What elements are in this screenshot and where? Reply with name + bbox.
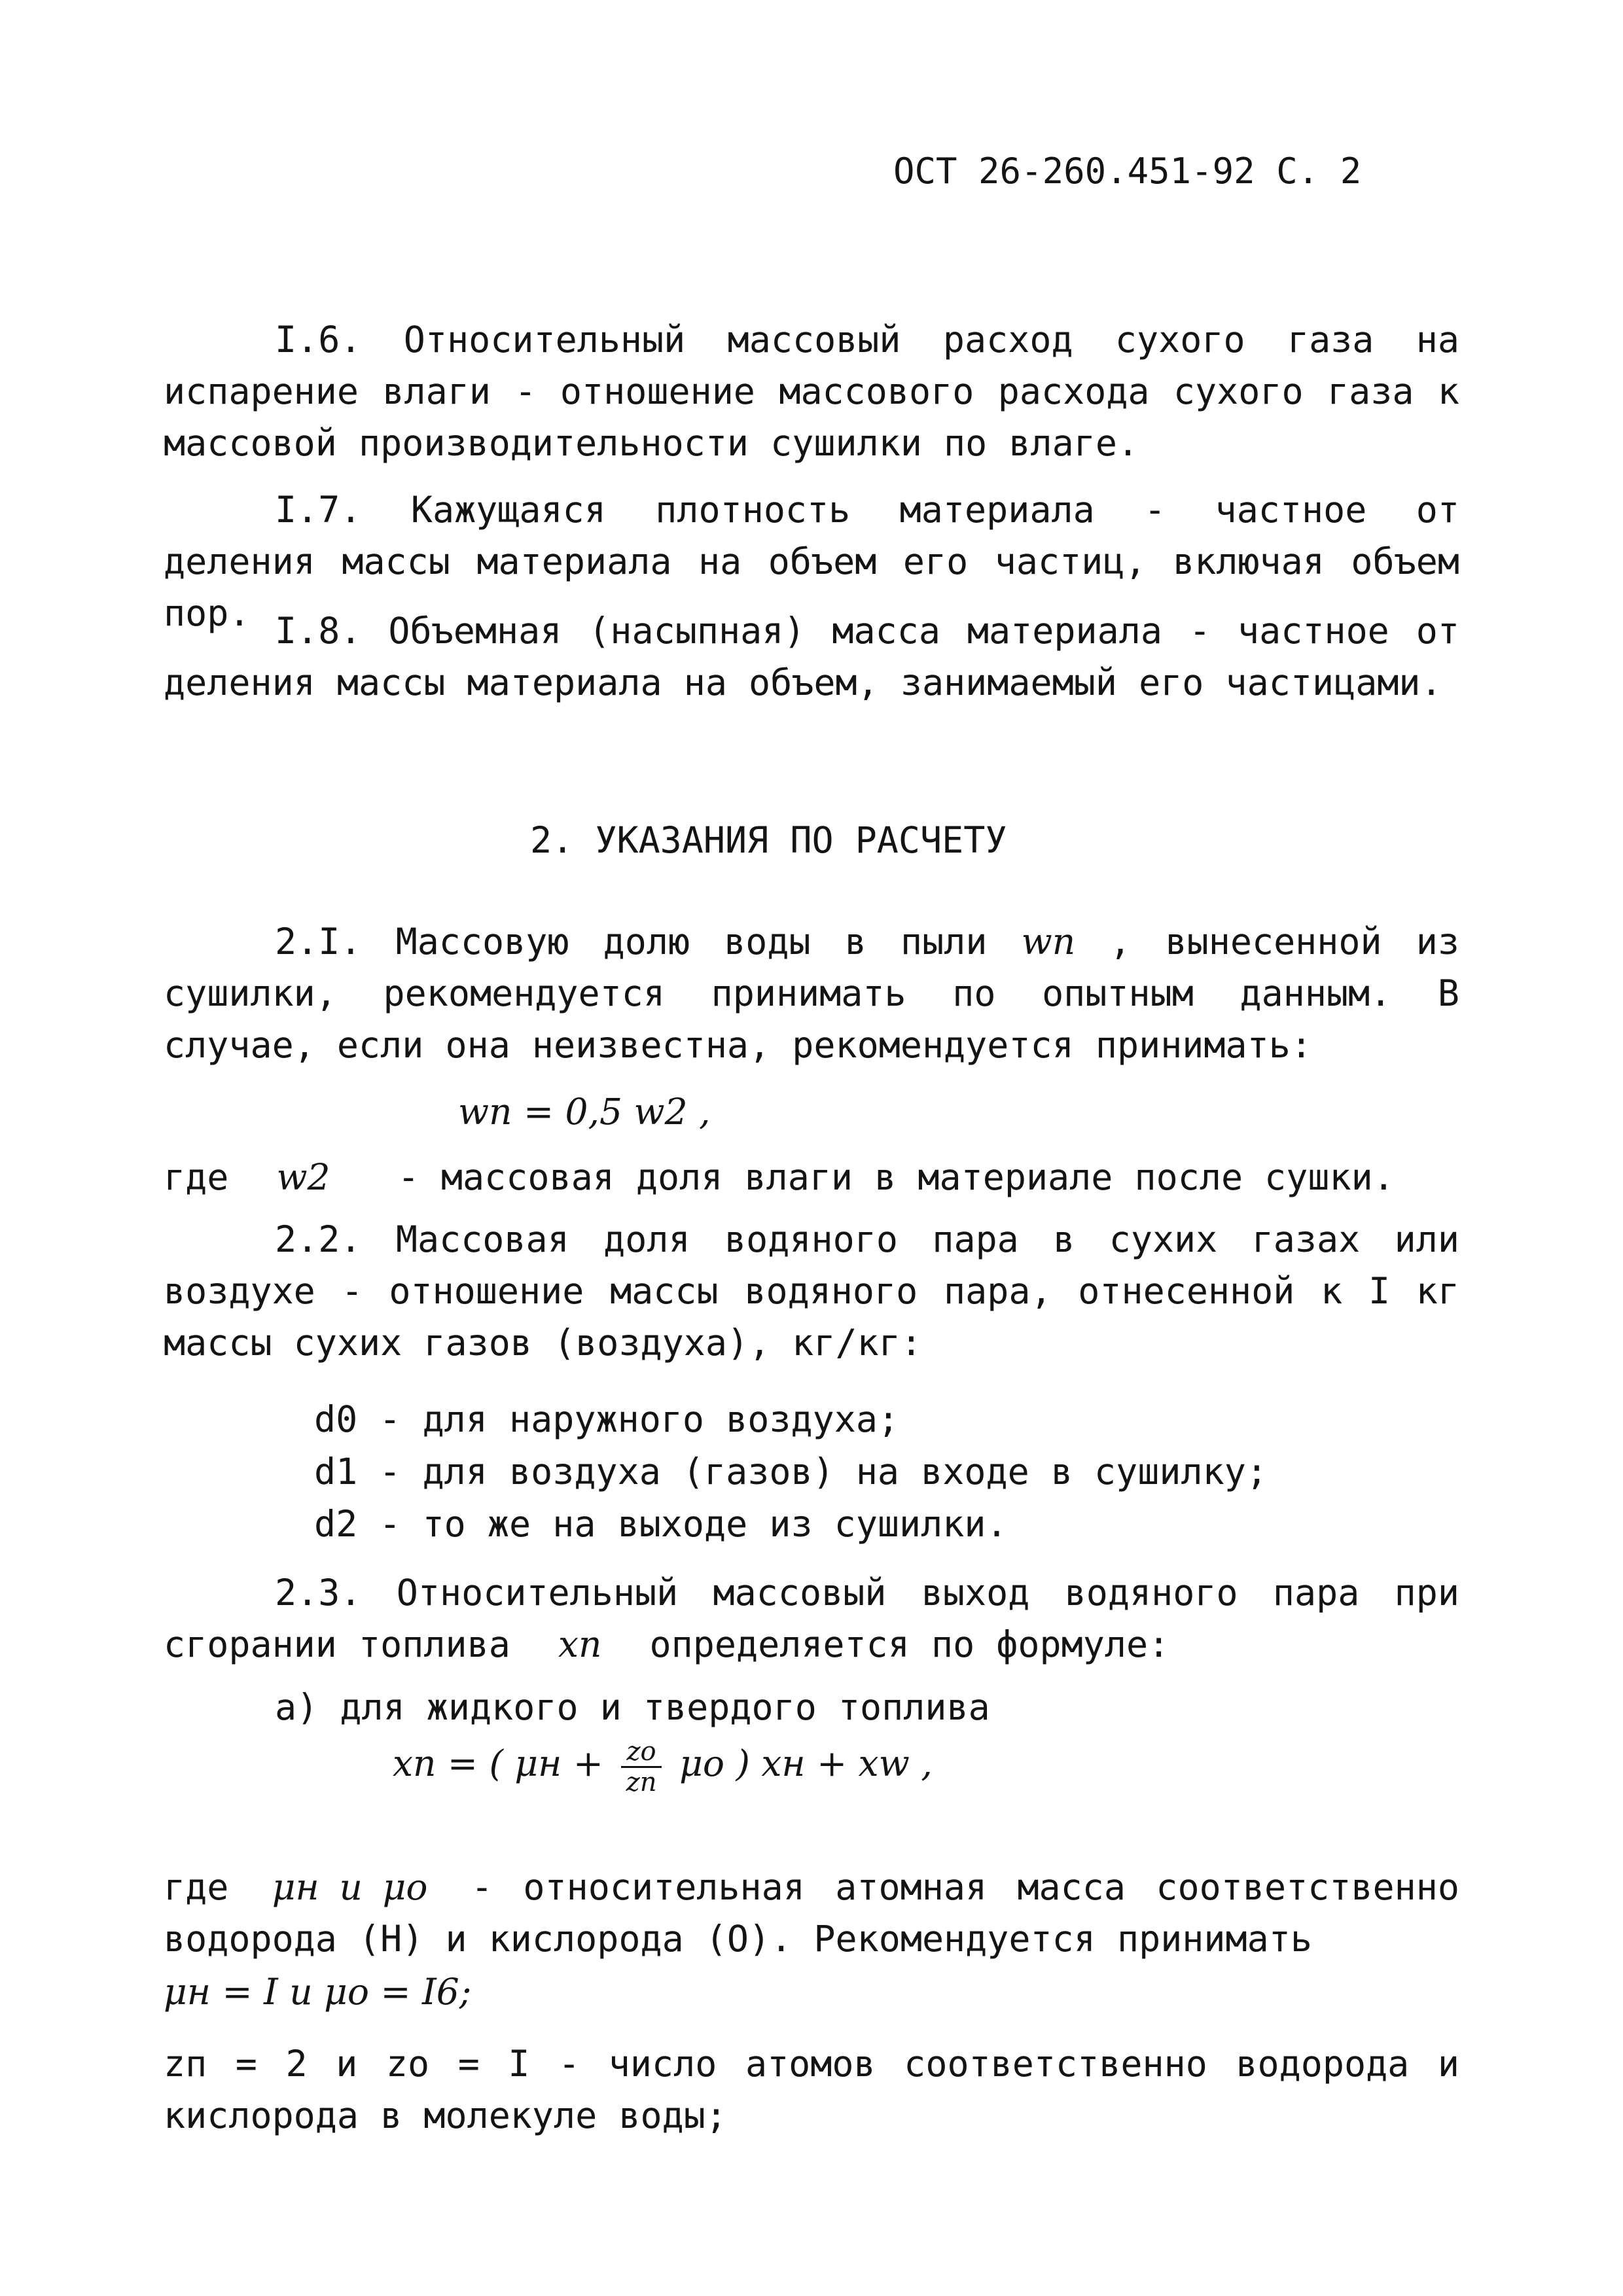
where-mu-text: - относительная атомная масса соответственно водорода (Н) и кислорода (О). Рекомендуется принимать bbox=[164, 1866, 1459, 1960]
symbol-w-dust: wп bbox=[1021, 921, 1076, 963]
where-w2-text: - массовая доля влаги в материале после сушки. bbox=[397, 1156, 1395, 1198]
paragraph-2-1-text-start: 2.I. Массовую долю воды в пыли bbox=[275, 921, 988, 963]
mu-values: μн = I и μо = I6; bbox=[164, 1971, 472, 2013]
paragraph-2-1-text-end: , вынесенной из сушилки, рекомендуется принимать по опытным данным. В случае, если она неизвестна, рекомендуется принимать: bbox=[164, 921, 1459, 1066]
where-word-2: где bbox=[164, 1866, 229, 1908]
document-code: ОСТ 26-260.451-92 С. 2 bbox=[893, 150, 1362, 192]
symbol-w2: w2 bbox=[276, 1156, 330, 1198]
d2-definition: d2 - то же на выходе из сушилки. bbox=[314, 1503, 1008, 1545]
symbol-mu: μн и μо bbox=[272, 1866, 428, 1908]
paragraph-1-6: I.6. Относительный массовый расход сухого газа на испарение влаги - отношение массового расхода сухого газа к массовой производительности сушилки по влаге. bbox=[164, 319, 1459, 464]
formula-w-dust: wп = 0,5 w2 , bbox=[458, 1091, 711, 1133]
where-w2-line bbox=[164, 1152, 1395, 1203]
fraction-denominator: zп bbox=[626, 1767, 657, 1797]
fraction-numerator: zо bbox=[621, 1737, 661, 1768]
item-a: а) для жидкого и твердого топлива bbox=[275, 1686, 990, 1728]
d0-definition: d0 - для наружного воздуха; bbox=[314, 1398, 900, 1440]
paragraph-2-3-text-start: 2.3. Относительный массовый выход водяного пара при сгорании топлива bbox=[164, 1572, 1459, 1665]
paragraph-2-3-text-end: определяется по формуле: bbox=[649, 1623, 1170, 1665]
d1-definition: d1 - для воздуха (газов) на входе в сушилку; bbox=[314, 1451, 1268, 1492]
where-mu-paragraph bbox=[164, 1862, 1459, 1965]
section-heading: 2. УКАЗАНИЯ ПО РАСЧЕТУ bbox=[530, 819, 1007, 861]
fraction-z bbox=[621, 1737, 661, 1797]
paragraph-1-7: I.7. Кажущаяся плотность материала - частное от деления массы материала на объем его частиц, включая объем пор. bbox=[164, 489, 1459, 634]
paragraph-2-1 bbox=[164, 916, 1459, 1071]
where-word: где bbox=[164, 1156, 229, 1198]
paragraph-2-2: 2.2. Массовая доля водяного пара в сухих газах или воздухе - отношение массы водяного пара, отнесенной к I кг массы сухих газов (воздуха), кг/кг: bbox=[164, 1218, 1459, 1364]
z-values-paragraph: zп = 2 и zо = I - число атомов соответственно водорода и кислорода в молекуле воды; bbox=[164, 2043, 1459, 2136]
paragraph-2-3 bbox=[164, 1567, 1459, 1670]
symbol-x-p: xп bbox=[558, 1623, 602, 1665]
formula-x-p-right: μо ) xн + xw , bbox=[679, 1742, 933, 1784]
formula-x-p bbox=[393, 1727, 933, 1799]
paragraph-1-8: I.8. Объемная (насыпная) масса материала - частное от деления массы материала на объем, занимаемый его частицами. bbox=[164, 610, 1459, 703]
formula-x-p-left: xп = ( μн + bbox=[393, 1742, 603, 1784]
